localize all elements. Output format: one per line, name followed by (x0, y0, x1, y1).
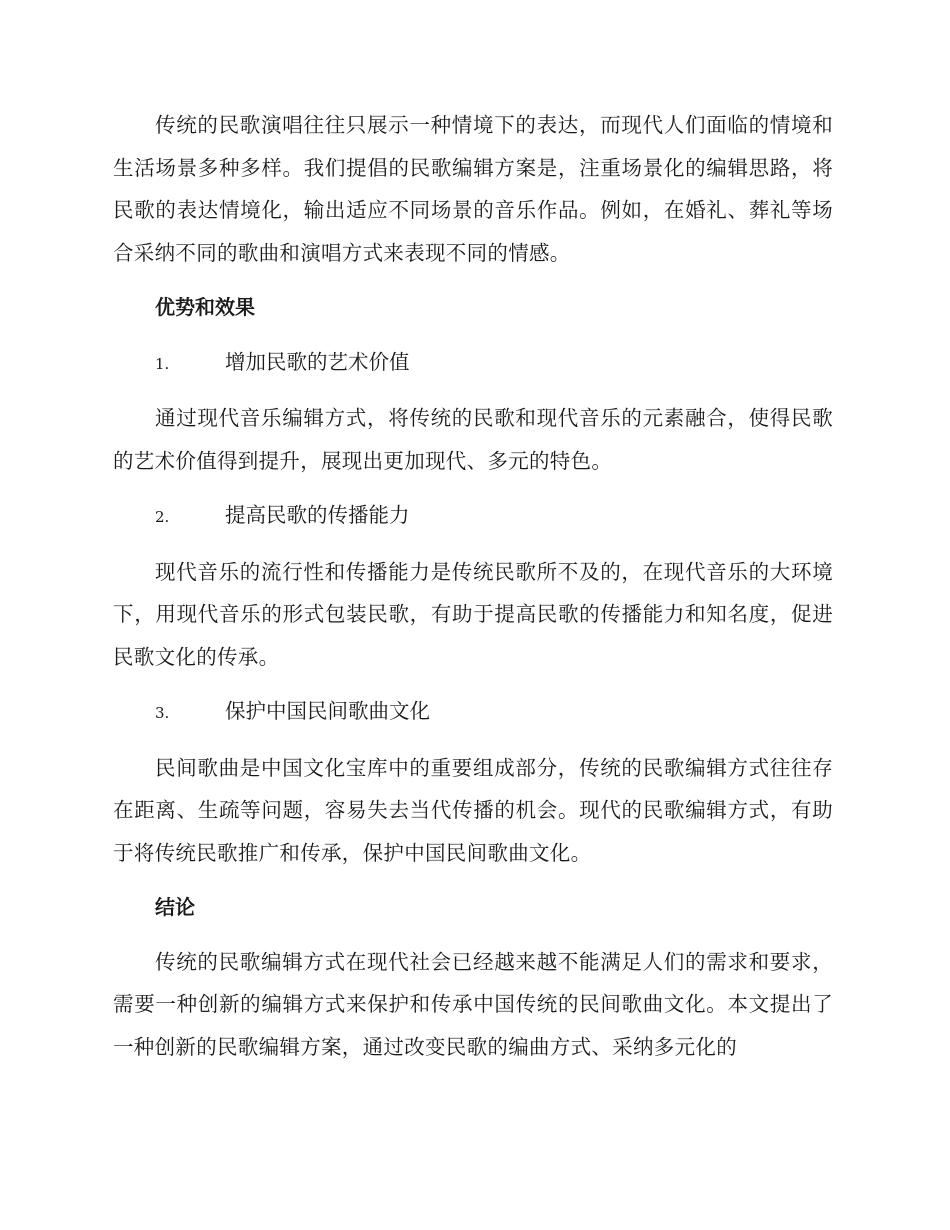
list-item-title: 增加民歌的艺术价值 (225, 349, 410, 374)
list-item-body-1: 通过现代音乐编辑方式，将传统的民歌和现代音乐的元素融合，使得民歌的艺术价值得到提升，展现出更加现代、多元的特色。 (113, 406, 833, 473)
list-item-2 (155, 494, 833, 539)
document-page (113, 104, 833, 1068)
list-item-body-2: 现代音乐的流行性和传播能力是传统民歌所不及的，在现代音乐的大环境下，用现代音乐的形式包装民歌，有助于提高民歌的传播能力和知名度，促进民歌文化的传承。 (113, 559, 833, 669)
list-number: 1. (155, 354, 170, 373)
section-heading-conclusion: 结论 (155, 895, 195, 919)
list-item-3 (155, 690, 833, 735)
intro-paragraph: 传统的民歌演唱往往只展示一种情境下的表达，而现代人们面临的情境和生活场景多种多样。我们提倡的民歌编辑方案是，注重场景化的编辑思路，将民歌的表达情境化，输出适应不同场景的音乐作品。例如，在婚礼、葬礼等场合采纳不同的歌曲和演唱方式来表现不同的情感。 (113, 113, 833, 265)
list-number: 3. (155, 704, 170, 722)
list-item-1 (155, 341, 833, 386)
list-item-body-3: 民间歌曲是中国文化宝库中的重要组成部分，传统的民歌编辑方式往往存在距离、生疏等问题，容易失去当代传播的机会。现代的民歌编辑方式，有助于将传统民歌推广和传承，保护中国民间歌曲文化。 (113, 755, 833, 865)
list-item-title: 提高民歌的传播能力 (225, 503, 410, 527)
list-item-title: 保护中国民间歌曲文化 (225, 699, 430, 723)
conclusion-paragraph: 传统的民歌编辑方式在现代社会已经越来越不能满足人们的需求和要求，需要一种创新的编辑方式来保护和传承中国传统的民间歌曲文化。本文提出了一种创新的民歌编辑方案，通过改变民歌的编曲方式、采纳多元化的 (113, 949, 833, 1059)
section-heading-advantages: 优势和效果 (155, 295, 255, 319)
list-number: 2. (155, 508, 170, 526)
